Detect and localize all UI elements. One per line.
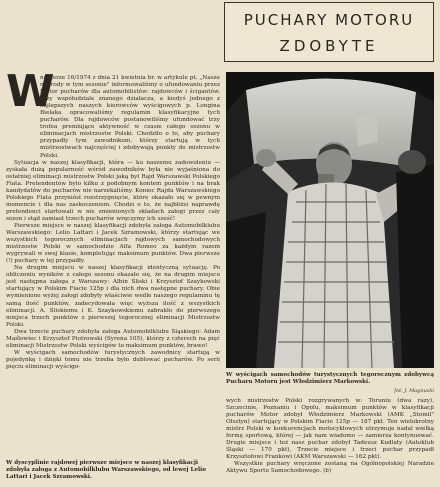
article-title-box [224, 2, 434, 62]
paragraph: Sytuacja w naszej klasyfikacji, która — ku naszemu zadowoleniu — zyskała dużą popularność wśród zawodników była nie wyjaśniona do ostatniej eliminacji mistrzostw Polski jaką był Rajd Warszawski Polskiego Fiata. Pretendentów było kilku z podobnym kontem punktów i na brak kandydatów do pucharów nie narzekaliśmy. Koniec Rajdu Warszawskiego Polskiego Fiata przyniósł rozstrzygnięcie, które okazało się w pewnym momencie i dla nas zaskoczeniem. Chodzi o to, że najbliżsi naprawdę pretendenci startowali w nie zmienionych składach załogi przez cały sezon i stąd zamiast trzech pucharów wręczymy ich sześć! [6, 159, 220, 222]
title-line-1: PUCHARY MOTORU [243, 11, 415, 29]
left-caption: W dyscyplinie rajdowej pierwsze miejsce w naszej klasyfikacji zdobyła załoga z Automobilklubu Warszawskiego, od lewej Lelio Lattari i Jacek Szramowski. [6, 460, 206, 480]
right-column [226, 398, 434, 476]
paragraph: Na drugim miejscu w naszej klasyfikacji identyczną sytuację. Po obliczeniu wyników z całego sezonu okazało się, że na drugim miejscu jest następna załoga z Warszawy: Albin Śliski i Krzysztof Szaykowski startujący w Polskim Fiacie 125p i dla nich dwa następne puchary. Obie wymienione wyżej załogi zdobyły właściwie wedle naszego regulaminu tę samą ilość punktów, zadecydowała więc wyższa ilość z wszystkich eliminacji. A. Śliskiemu i K. Szaykowskiemu zabrakło do pierwszego miejsca trzech punktów z pierwszej tegorocznej eliminacji Mistrzostw Polski. [6, 265, 220, 328]
paragraph: Wszystkie puchary wręczone zostaną na Ogólnopolskiej Naradzie Aktywu Sportu Samochodowego. (b) [226, 461, 434, 475]
paragraph: W wyścigach samochodów turystycznych zawodnicy startują w pojedynkę i dzięki temu nie trzeba było dublować pucharów. Po serii pięciu eliminacji wyścigo- [6, 349, 220, 370]
intro-paragraph: numerze 16/1974 z dnia 21 kwietnia br. w artykule pt. „Nasze nagrody w tym sezonie" informowaliśmy o ufundowaniu przez Motor pucharów dla automobilistów: rajdowców i ścigantów. Przy współudziale znanego działacza, a kiedyś jednego z najlepszych naszych kierowców wyścigowych p. Longina Bielaka opracowaliśmy regulamin klasyfikacyjne tych pucharów. Dla rajdowców postanowiliśmy ufundować trzy trofea premiujące aktywność w czasie całego sezonu w eliminacjach mistrzostw Polski. Chodziło o to, aby puchary przypadły tym zawodnikom, którzy startują w tych mistrzostwach najczęściej i zdobywają punkty do mistrzostw Polski. [40, 75, 220, 159]
race-driver-photo [226, 72, 434, 368]
paragraph: Pierwsze miejsce w naszej klasyfikacji zdobyła załoga Automobilklubu Warszawskiego: Lelio Lattari i Jacek Szramowski, którzy startując we wszystkich tegorocznych eliminacjach rajdowych samochodowych mistrzostw Polski w samochodzie Alfa Romeo za każdym razem wygrywali w swej klasie, kompletując maksimum punktów. Dwa pierwsze (!) puchary w tej przypadły. [6, 222, 220, 265]
paragraph: wych mistrzostw Polski rozgrywanych w: Toruniu (dwa razy), Szczecinie, Poznaniu i Opolu, maksimum punktów w klasyfikacji pucharów Motor zdobył Włodzimierz Markowski (AMK „Stomil" Olsztyn) startujący w Polskim Fiacie 125p — 187 pkt. Ten wielokrotny mistrz Polski w konkurencjach motocyklowych utrzymuje nadal wielką formę sportową, której — jak nam wiadomo — zamierza kontynuować. Drugie miejsce i też nasz puchar zdobył Tadeusz Kudlaty (Autoklub Śląski — 170 pkt), Trzecie miejsce i trzeci puchar przypadł Krzysztofowi Frankowi (AKM Warszawski — 162 pkt). [226, 398, 434, 461]
photo-caption: W wyścigach samochodów turystycznych tegorocznym zdobywcą Pucharu Motoru jest Włodzimierz Markowski. [226, 372, 434, 385]
title-line-2: ZDOBYTE [279, 37, 379, 55]
left-column [6, 75, 220, 371]
drop-cap: W [6, 66, 55, 117]
photo-illustration [226, 72, 434, 368]
paragraph: Dwa trzecie puchary zdobyła załoga Automobilklubu Śląskiego: Adam Maślowiec i Krzysztof Piotrowski (Syrena 105), którzy z czterech na pięć eliminacji Mistrzostw Polski wyścigów to maksimum punktów, brawo! [6, 328, 220, 349]
photo-credit: fot. J. Magnuski [394, 388, 434, 394]
